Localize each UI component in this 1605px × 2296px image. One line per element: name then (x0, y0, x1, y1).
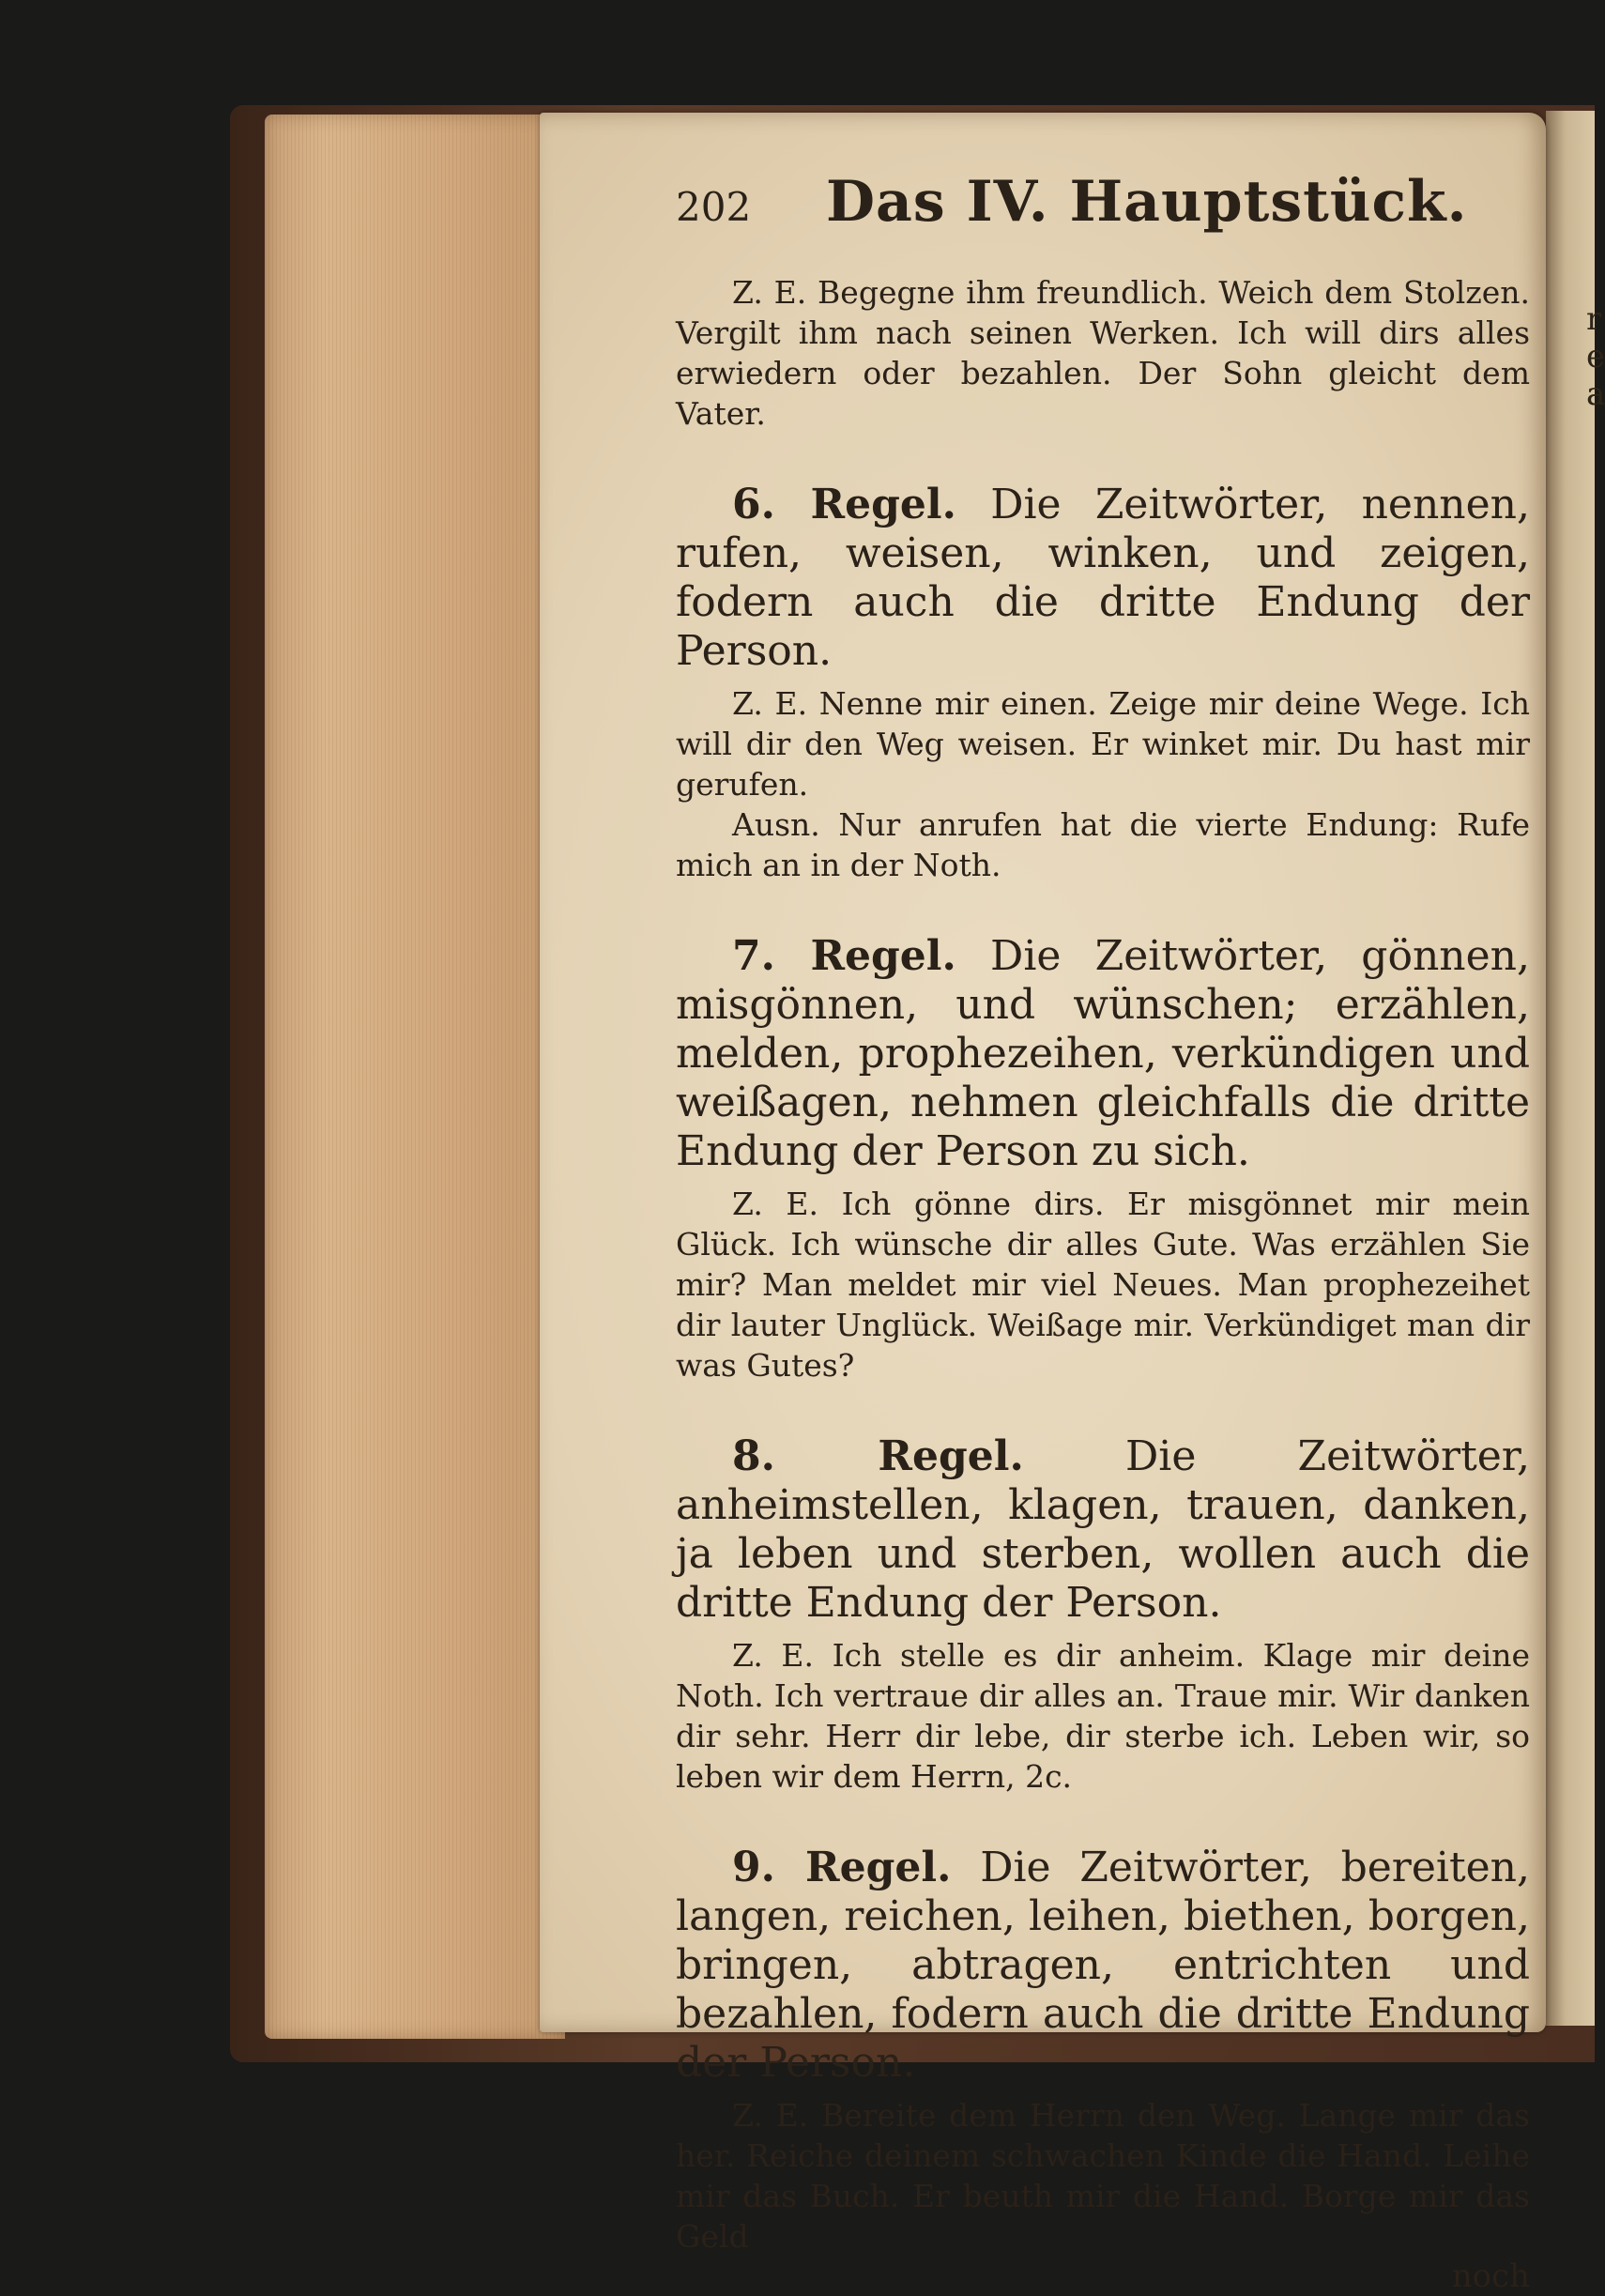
rule-heading: 9. Regel. (732, 1844, 952, 1891)
rule-text: Die Zeitwörter, nennen, rufen, weisen, winken, und zeigen, fodern auch die dritte Endung der Person. (676, 481, 1530, 675)
example-paragraph: Z. E. Ich gönne dirs. Er misgönnet mir mein Glück. Ich wünsche dir alles Gute. Was erzählen Sie mir? Man meldet mir viel Neues. Man prophezeihet dir lauter Unglück. Weißage mir. Verkündiget man dir was Gutes? (676, 1186, 1530, 1384)
rule-text: Die Zeitwörter, gönnen, misgönnen, und wünschen; erzählen, melden, prophezeihen, verkündigen und weißagen, nehmen gleichfalls die dritte Endung der Person zu sich. (676, 932, 1530, 1175)
rule-paragraph (676, 481, 1530, 676)
catchword: noch (1451, 2258, 1530, 2295)
page-text (676, 169, 1530, 2296)
rule-heading: 7. Regel. (732, 932, 956, 980)
example-paragraph: Z. E. Bereite dem Herrn den Weg. Lange mir das her. Reiche deinem schwachen Kinde die Hand. Leihe mir das Buch. Er beuth mir die Hand. Borge mir das Geld (676, 2097, 1530, 2255)
facing-page-fragments (1586, 300, 1605, 413)
page-edges (265, 115, 565, 2039)
page-header (676, 169, 1530, 272)
rule-text: Die Zeitwörter, anheimstellen, klagen, trauen, danken, ja leben und sterben, wollen auch die dritte Endung der Person. (676, 1432, 1530, 1627)
rule-heading: 6. Regel. (732, 481, 956, 528)
exception-paragraph: Ausn. Nur anrufen hat die vierte Endung: Rufe mich an in der Noth. (676, 806, 1530, 883)
example-paragraph: Z. E. Begegne ihm freundlich. Weich dem Stolzen. Vergilt ihm nach seinen Werken. Ich will dirs alles erwiedern oder bezahlen. Der Sohn gleicht dem Vater. (676, 274, 1530, 432)
rule-paragraph (676, 932, 1530, 1176)
fragment-1: r (1586, 300, 1602, 338)
rule-heading: 8. Regel. (732, 1432, 1024, 1480)
rule-text: Die Zeitwörter, bereiten, langen, reichen, leihen, biethen, borgen, bringen, abtragen, entrichten und bezahlen, fodern auch die dritte Endung der Person. (676, 1844, 1530, 2087)
running-title: Das IV. Hauptstück. (826, 169, 1468, 235)
rule-paragraph (676, 1844, 1530, 2088)
example-paragraph: Z. E. Nenne mir einen. Zeige mir deine Wege. Ich will dir den Weg weisen. Er winket mir. Du hast mir gerufen. (676, 685, 1530, 803)
example-paragraph: Z. E. Ich stelle es dir anheim. Klage mir deine Noth. Ich vertraue dir alles an. Traue mir. Wir danken dir sehr. Herr dir lebe, dir sterbe ich. Leben wir, so leben wir dem Herrn, 2c. (676, 1637, 1530, 1795)
fragment-2: e (1586, 338, 1605, 375)
page-number: 202 (676, 184, 752, 230)
rule-paragraph (676, 1432, 1530, 1628)
fragment-3: a (1586, 375, 1605, 413)
